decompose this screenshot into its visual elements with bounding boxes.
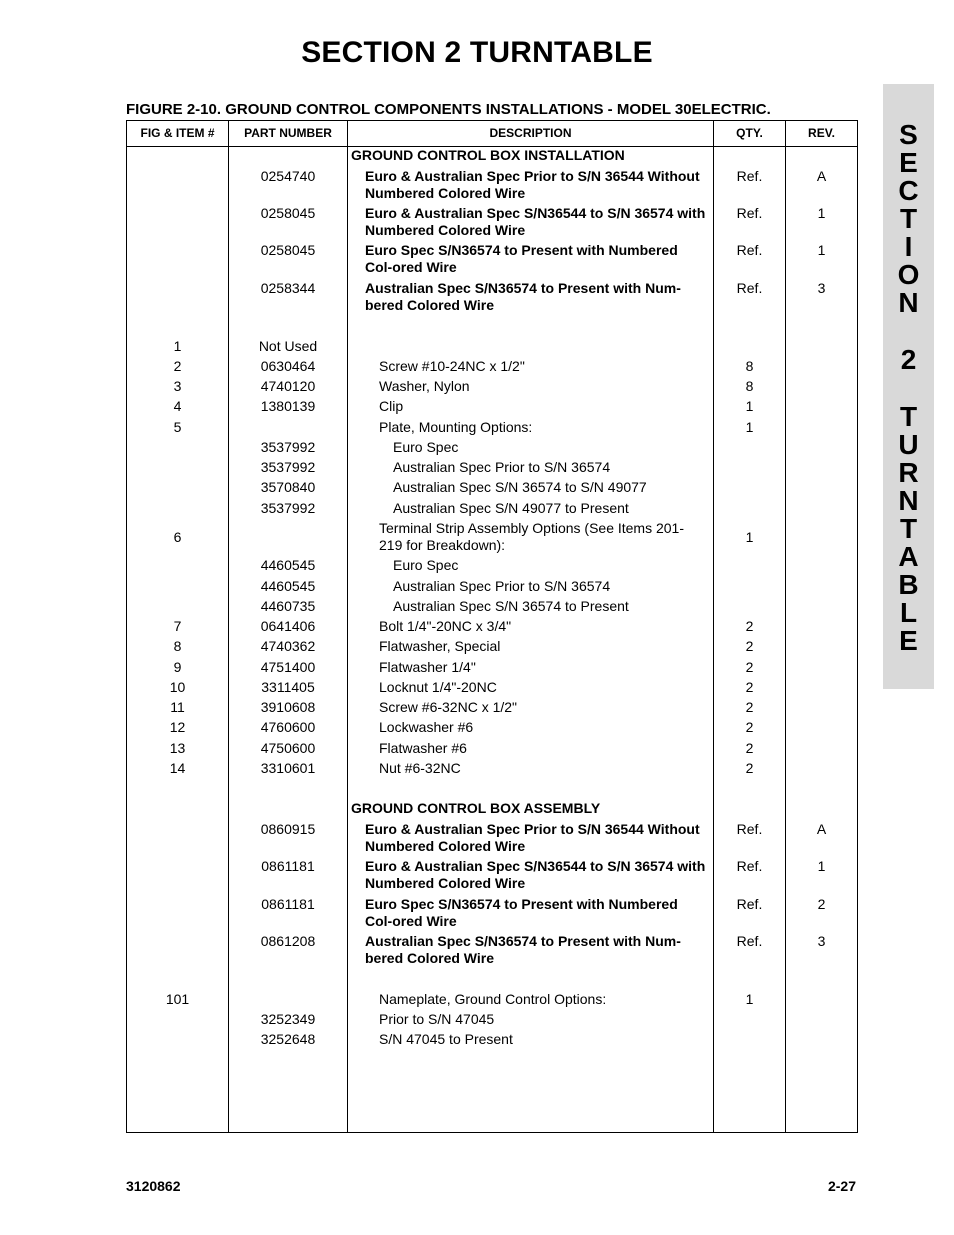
fig-item-number: 12 bbox=[169, 719, 186, 735]
quantity: 2 bbox=[745, 618, 754, 634]
part-description: Flatwasher, Special bbox=[379, 638, 501, 654]
side-tab-letter: S bbox=[899, 119, 918, 150]
part-description: Euro Spec bbox=[393, 557, 459, 573]
part-number: 4751400 bbox=[260, 659, 316, 675]
part-description: Screw #10-24NC x 1/2" bbox=[379, 358, 525, 374]
header-rev: REV. bbox=[808, 126, 835, 140]
part-number: 0254740 bbox=[260, 168, 316, 184]
part-description: Nameplate, Ground Control Options: bbox=[379, 991, 607, 1007]
part-number: 0258045 bbox=[260, 205, 316, 221]
part-number: 3910608 bbox=[260, 699, 316, 715]
part-number: 4460545 bbox=[260, 557, 316, 573]
part-description: Australian Spec S/N36574 to Present with Num-bered Colored Wire bbox=[365, 280, 681, 313]
fig-item-number: 13 bbox=[169, 740, 186, 756]
section-heading: GROUND CONTROL BOX INSTALLATION bbox=[351, 147, 625, 163]
fig-item-number: 5 bbox=[173, 419, 182, 435]
side-tab-letter: T bbox=[899, 203, 918, 234]
quantity: Ref. bbox=[736, 821, 763, 837]
quantity: 2 bbox=[745, 638, 754, 654]
revision: 3 bbox=[817, 280, 826, 296]
fig-item-number: 8 bbox=[173, 638, 182, 654]
section-heading: GROUND CONTROL BOX ASSEMBLY bbox=[351, 800, 601, 816]
side-tab-letter: N bbox=[898, 485, 919, 516]
part-number: 4760600 bbox=[260, 719, 316, 735]
part-description: Euro Spec bbox=[393, 439, 459, 455]
side-tab-letter: I bbox=[904, 231, 913, 262]
revision: 1 bbox=[817, 242, 826, 258]
fig-item-number: 3 bbox=[173, 378, 182, 394]
part-description: Australian Spec S/N 36574 to S/N 49077 bbox=[393, 479, 647, 495]
fig-item-number: 4 bbox=[173, 398, 182, 414]
part-description: Nut #6-32NC bbox=[379, 760, 461, 776]
part-description: S/N 47045 to Present bbox=[379, 1031, 513, 1047]
quantity: Ref. bbox=[736, 858, 763, 874]
header-fig-item: FIG & ITEM # bbox=[140, 126, 215, 140]
quantity: Ref. bbox=[736, 896, 763, 912]
revision: 1 bbox=[817, 205, 826, 221]
quantity: Ref. bbox=[736, 280, 763, 296]
part-description: Euro & Australian Spec Prior to S/N 36544 Without Numbered Colored Wire bbox=[365, 821, 700, 854]
figure-title: FIGURE 2-10. GROUND CONTROL COMPONENTS INSTALLATIONS - MODEL 30ELECTRIC. bbox=[126, 101, 771, 118]
part-description: Euro Spec S/N36574 to Present with Numbered Col-ored Wire bbox=[365, 242, 678, 275]
part-description: Euro & Australian Spec Prior to S/N 36544 Without Numbered Colored Wire bbox=[365, 168, 700, 201]
part-number: 4740120 bbox=[260, 378, 316, 394]
quantity: 8 bbox=[745, 358, 754, 374]
part-description: Prior to S/N 47045 bbox=[379, 1011, 495, 1027]
part-description: Washer, Nylon bbox=[379, 378, 470, 394]
part-description: Clip bbox=[379, 398, 404, 414]
side-tab-letter: N bbox=[898, 287, 919, 318]
quantity: 2 bbox=[745, 740, 754, 756]
revision: A bbox=[816, 168, 827, 184]
part-description: Australian Spec S/N36574 to Present with Num-bered Colored Wire bbox=[365, 933, 681, 966]
fig-item-number: 101 bbox=[165, 991, 190, 1007]
side-tab-letter: B bbox=[898, 569, 919, 600]
quantity: 2 bbox=[745, 760, 754, 776]
part-description: Lockwasher #6 bbox=[379, 719, 474, 735]
part-description: Australian Spec S/N 36574 to Present bbox=[393, 598, 629, 614]
part-number: 4740362 bbox=[260, 638, 316, 654]
part-number: 3537992 bbox=[260, 439, 316, 455]
part-number: 3252648 bbox=[260, 1031, 316, 1047]
quantity: Ref. bbox=[736, 242, 763, 258]
side-tab-letter: U bbox=[898, 429, 919, 460]
quantity: 1 bbox=[745, 419, 754, 435]
header-part-number: PART NUMBER bbox=[244, 126, 332, 140]
revision: A bbox=[816, 821, 827, 837]
part-description: Screw #6-32NC x 1/2" bbox=[379, 699, 518, 715]
page-number: 2-27 bbox=[827, 1178, 856, 1194]
part-number: 3252349 bbox=[260, 1011, 316, 1027]
side-tab-letter: R bbox=[898, 457, 919, 488]
part-description: Flatwasher 1/4" bbox=[379, 659, 476, 675]
quantity: 8 bbox=[745, 378, 754, 394]
side-tab-letter: E bbox=[899, 147, 918, 178]
fig-item-number: 6 bbox=[173, 529, 182, 545]
part-description: Australian Spec Prior to S/N 36574 bbox=[393, 459, 611, 475]
quantity: 2 bbox=[745, 659, 754, 675]
quantity: 2 bbox=[745, 719, 754, 735]
part-description: Euro & Australian Spec S/N36544 to S/N 36574 with Numbered Colored Wire bbox=[365, 858, 706, 891]
part-number: 3537992 bbox=[260, 500, 316, 516]
side-tab-letter: A bbox=[898, 541, 919, 572]
part-number: 4750600 bbox=[260, 740, 316, 756]
part-description: Euro Spec S/N36574 to Present with Numbered Col-ored Wire bbox=[365, 896, 678, 929]
part-number: 0641406 bbox=[260, 618, 316, 634]
fig-item-number: 9 bbox=[173, 659, 182, 675]
side-tab-letter: T bbox=[899, 401, 918, 432]
quantity: 1 bbox=[745, 529, 754, 545]
revision: 1 bbox=[817, 858, 826, 874]
quantity: Ref. bbox=[736, 933, 763, 949]
revision: 3 bbox=[817, 933, 826, 949]
part-number: 4460545 bbox=[260, 578, 316, 594]
fig-item-number: 14 bbox=[169, 760, 186, 776]
fig-item-number: 11 bbox=[170, 699, 185, 715]
fig-item-number: 2 bbox=[173, 358, 182, 374]
side-tab-letter: 2 bbox=[900, 344, 917, 375]
fig-item-number: 10 bbox=[169, 679, 186, 695]
part-number: 1380139 bbox=[260, 398, 316, 414]
doc-number: 3120862 bbox=[126, 1178, 181, 1194]
side-tab-letter: E bbox=[899, 625, 918, 656]
fig-item-number: 7 bbox=[173, 618, 182, 634]
part-number: 3311405 bbox=[261, 679, 315, 695]
part-number: 3537992 bbox=[260, 459, 316, 475]
part-description: Flatwasher #6 bbox=[379, 740, 467, 756]
quantity: 2 bbox=[745, 679, 754, 695]
part-number: 0861181 bbox=[261, 858, 315, 874]
side-tab-letter: O bbox=[897, 259, 920, 290]
part-description: Australian Spec S/N 49077 to Present bbox=[393, 500, 629, 516]
part-number: 0630464 bbox=[260, 358, 316, 374]
parts-table bbox=[126, 120, 858, 1133]
part-description: Terminal Strip Assembly Options (See Items 201-219 for Breakdown): bbox=[379, 520, 685, 553]
part-description: Plate, Mounting Options: bbox=[379, 419, 533, 435]
side-tab-letter: C bbox=[898, 175, 919, 206]
page-title: SECTION 2 TURNTABLE bbox=[301, 36, 653, 69]
part-number: 0258045 bbox=[260, 242, 316, 258]
part-number: 4460735 bbox=[260, 598, 316, 614]
part-description: Locknut 1/4"-20NC bbox=[379, 679, 497, 695]
header-description: DESCRIPTION bbox=[489, 126, 572, 140]
side-tab-letter: T bbox=[899, 513, 918, 544]
part-description: Australian Spec Prior to S/N 36574 bbox=[393, 578, 611, 594]
column-divider bbox=[347, 121, 348, 1132]
part-description: Bolt 1/4"-20NC x 3/4" bbox=[379, 618, 512, 634]
quantity: Ref. bbox=[736, 205, 763, 221]
part-number: 3310601 bbox=[260, 760, 316, 776]
part-number: 0258344 bbox=[260, 280, 316, 296]
fig-item-number: 1 bbox=[173, 338, 182, 354]
part-number: 0860915 bbox=[260, 821, 316, 837]
revision: 2 bbox=[817, 896, 826, 912]
part-number: Not Used bbox=[258, 338, 318, 354]
quantity: Ref. bbox=[736, 168, 763, 184]
quantity: 2 bbox=[745, 699, 754, 715]
part-number: 0861208 bbox=[260, 933, 316, 949]
part-number: 3570840 bbox=[260, 479, 316, 495]
quantity: 1 bbox=[745, 398, 754, 414]
part-number: 0861181 bbox=[261, 896, 315, 912]
part-description: Euro & Australian Spec S/N36544 to S/N 36574 with Numbered Colored Wire bbox=[365, 205, 706, 238]
side-tab-letter: L bbox=[899, 597, 918, 628]
header-qty: QTY. bbox=[736, 126, 763, 140]
column-divider bbox=[785, 121, 786, 1132]
quantity: 1 bbox=[745, 991, 754, 1007]
section-side-tab bbox=[883, 84, 934, 689]
